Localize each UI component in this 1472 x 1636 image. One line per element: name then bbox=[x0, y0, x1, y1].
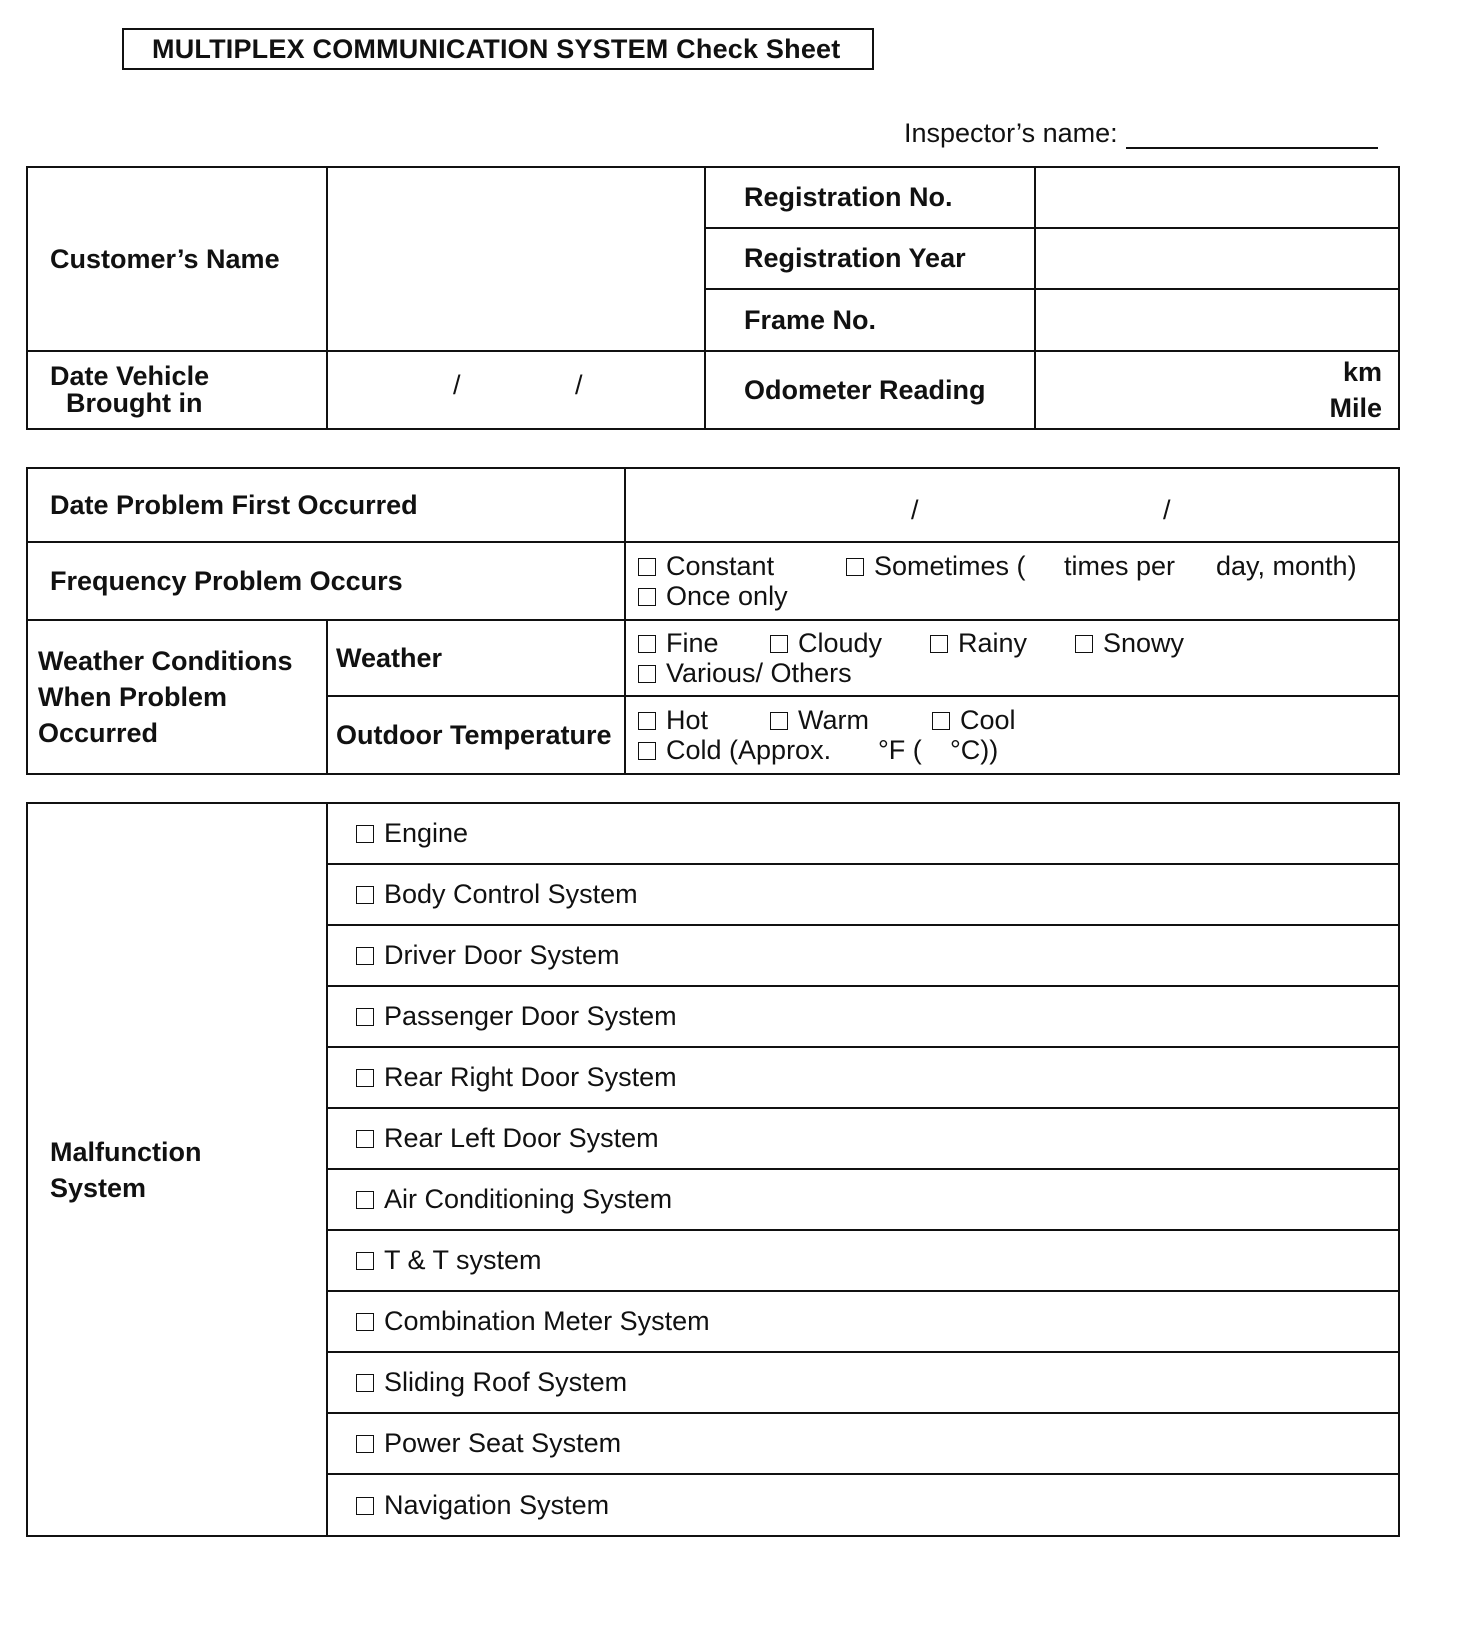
checkbox-rear-right-door[interactable] bbox=[356, 1069, 374, 1087]
customer-name-label: Customer’s Name bbox=[27, 167, 327, 351]
system-label: Navigation System bbox=[384, 1489, 610, 1520]
first-date-separator-2: / bbox=[1163, 495, 1171, 525]
checkbox-various-others[interactable] bbox=[638, 665, 656, 683]
registration-year-field[interactable] bbox=[1035, 228, 1399, 289]
checkbox-warm[interactable] bbox=[770, 712, 788, 730]
registration-no-field[interactable] bbox=[1035, 167, 1399, 228]
inspector-name-label: Inspector’s name: bbox=[904, 118, 1118, 148]
checkbox-cool[interactable] bbox=[932, 712, 950, 730]
checkbox-air-conditioning[interactable] bbox=[356, 1191, 374, 1209]
system-label: Engine bbox=[384, 818, 469, 848]
day-month-text: day, month) bbox=[1216, 551, 1357, 581]
option-once-only-label: Once only bbox=[666, 581, 788, 611]
checkbox-sometimes[interactable] bbox=[846, 558, 864, 576]
option-rainy-label: Rainy bbox=[958, 628, 1028, 658]
checkbox-navigation[interactable] bbox=[356, 1497, 374, 1515]
frame-no-label: Frame No. bbox=[705, 289, 1035, 351]
option-hot[interactable] bbox=[638, 705, 770, 735]
date-first-occurred-label: Date Problem First Occurred bbox=[27, 468, 625, 542]
checkbox-hot[interactable] bbox=[638, 712, 656, 730]
option-cloudy-label: Cloudy bbox=[798, 628, 883, 658]
malfunction-system-table bbox=[26, 802, 1400, 1537]
option-warm[interactable] bbox=[770, 705, 932, 735]
odometer-field[interactable] bbox=[1035, 351, 1399, 429]
checkbox-snowy[interactable] bbox=[1075, 635, 1093, 653]
system-label: Driver Door System bbox=[384, 940, 620, 970]
option-cool[interactable] bbox=[932, 705, 1016, 735]
system-item-sliding-roof[interactable] bbox=[327, 1352, 1399, 1413]
odometer-unit-km: km bbox=[1342, 357, 1382, 387]
system-label: Body Control System bbox=[384, 879, 638, 909]
system-item-rear-right-door[interactable] bbox=[327, 1047, 1399, 1108]
weather-group-line2: When Problem bbox=[38, 682, 228, 712]
option-snowy-label: Snowy bbox=[1103, 628, 1185, 658]
option-constant-label: Constant bbox=[666, 551, 775, 581]
system-item-passenger-door[interactable] bbox=[327, 986, 1399, 1047]
conditions-table bbox=[26, 467, 1400, 775]
option-fine-label: Fine bbox=[666, 628, 719, 658]
date-brought-in-field[interactable] bbox=[327, 351, 705, 429]
system-label: Rear Left Door System bbox=[384, 1123, 659, 1153]
system-label: Power Seat System bbox=[384, 1428, 622, 1458]
checkbox-passenger-door[interactable] bbox=[356, 1008, 374, 1026]
option-cold-label: Cold (Approx. bbox=[666, 735, 832, 765]
odometer-unit-mile: Mile bbox=[1329, 393, 1382, 423]
system-label: Rear Right Door System bbox=[384, 1062, 677, 1092]
inspector-name-field bbox=[904, 118, 1378, 149]
system-item-rear-left-door[interactable] bbox=[327, 1108, 1399, 1169]
system-label: T & T system bbox=[384, 1245, 542, 1275]
date-separator-2: / bbox=[575, 370, 583, 400]
checkbox-combination-meter[interactable] bbox=[356, 1313, 374, 1331]
frequency-options bbox=[625, 542, 1399, 620]
odometer-label: Odometer Reading bbox=[705, 351, 1035, 429]
option-hot-label: Hot bbox=[666, 705, 709, 735]
checkbox-power-seat[interactable] bbox=[356, 1435, 374, 1453]
inspector-name-input-line[interactable] bbox=[1126, 123, 1378, 149]
unit-celsius: °C)) bbox=[950, 735, 999, 765]
option-fine[interactable] bbox=[638, 628, 770, 658]
system-item-engine[interactable] bbox=[327, 803, 1399, 864]
frame-no-field[interactable] bbox=[1035, 289, 1399, 351]
date-brought-in-label-line2: Brought in bbox=[66, 388, 203, 418]
option-warm-label: Warm bbox=[798, 705, 869, 735]
checkbox-fine[interactable] bbox=[638, 635, 656, 653]
option-cool-label: Cool bbox=[960, 705, 1016, 735]
checkbox-engine[interactable] bbox=[356, 825, 374, 843]
checkbox-once-only[interactable] bbox=[638, 588, 656, 606]
first-date-separator-1: / bbox=[911, 495, 919, 525]
date-brought-in-label bbox=[27, 351, 327, 429]
page-title: MULTIPLEX COMMUNICATION SYSTEM Check Sheet bbox=[122, 28, 874, 70]
weather-group-line1: Weather Conditions bbox=[38, 646, 293, 676]
system-item-navigation[interactable] bbox=[327, 1474, 1399, 1536]
system-item-air-conditioning[interactable] bbox=[327, 1169, 1399, 1230]
option-constant[interactable] bbox=[638, 551, 846, 581]
system-item-combination-meter[interactable] bbox=[327, 1291, 1399, 1352]
checkbox-rainy[interactable] bbox=[930, 635, 948, 653]
option-sometimes[interactable] bbox=[846, 551, 1064, 581]
frequency-label: Frequency Problem Occurs bbox=[27, 542, 625, 620]
date-separator-1: / bbox=[453, 370, 461, 400]
checkbox-driver-door[interactable] bbox=[356, 947, 374, 965]
option-snowy[interactable] bbox=[1075, 628, 1184, 658]
option-rainy[interactable] bbox=[930, 628, 1075, 658]
checkbox-constant[interactable] bbox=[638, 558, 656, 576]
temperature-options bbox=[625, 696, 1399, 774]
registration-no-label: Registration No. bbox=[705, 167, 1035, 228]
checkbox-cloudy[interactable] bbox=[770, 635, 788, 653]
customer-name-field[interactable] bbox=[327, 167, 705, 351]
option-sometimes-label: Sometimes ( bbox=[874, 551, 1026, 581]
registration-year-label: Registration Year bbox=[705, 228, 1035, 289]
outdoor-temperature-label: Outdoor Temperature bbox=[327, 696, 625, 774]
malfunction-label-line2: System bbox=[50, 1172, 147, 1203]
weather-label: Weather bbox=[327, 620, 625, 696]
system-item-driver-door[interactable] bbox=[327, 925, 1399, 986]
option-once-only[interactable] bbox=[638, 581, 788, 611]
checkbox-cold[interactable] bbox=[638, 742, 656, 760]
system-item-power-seat[interactable] bbox=[327, 1413, 1399, 1474]
system-item-t-and-t[interactable] bbox=[327, 1230, 1399, 1291]
checkbox-body-control[interactable] bbox=[356, 886, 374, 904]
option-various-others[interactable] bbox=[638, 658, 852, 688]
system-label: Air Conditioning System bbox=[384, 1184, 673, 1214]
system-label: Passenger Door System bbox=[384, 1001, 677, 1031]
date-first-occurred-field[interactable] bbox=[625, 468, 1399, 542]
checkbox-rear-left-door[interactable] bbox=[356, 1130, 374, 1148]
system-item-body-control[interactable] bbox=[327, 864, 1399, 925]
system-label: Combination Meter System bbox=[384, 1306, 710, 1336]
vehicle-info-table bbox=[26, 166, 1400, 430]
weather-options bbox=[625, 620, 1399, 696]
malfunction-label-line1: Malfunction bbox=[50, 1136, 202, 1167]
weather-conditions-group-label bbox=[27, 620, 327, 774]
checkbox-sliding-roof[interactable] bbox=[356, 1374, 374, 1392]
date-brought-in-label-line1: Date Vehicle bbox=[50, 361, 210, 391]
times-per-text: times per bbox=[1064, 551, 1176, 581]
option-cold[interactable] bbox=[638, 735, 878, 765]
system-label: Sliding Roof System bbox=[384, 1367, 628, 1397]
weather-group-line3: Occurred bbox=[38, 718, 159, 748]
unit-fahrenheit: °F ( bbox=[878, 735, 922, 765]
malfunction-system-label bbox=[27, 803, 327, 1536]
checkbox-t-and-t[interactable] bbox=[356, 1252, 374, 1270]
option-various-others-label: Various/ Others bbox=[666, 658, 852, 688]
option-cloudy[interactable] bbox=[770, 628, 930, 658]
